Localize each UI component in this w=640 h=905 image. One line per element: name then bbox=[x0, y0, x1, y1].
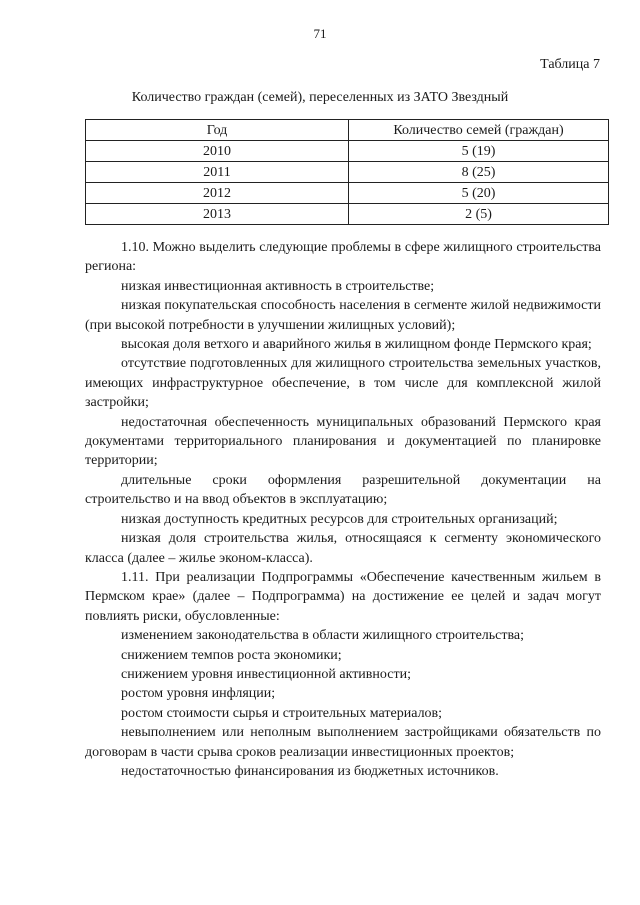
header-year: Год bbox=[86, 120, 349, 141]
list-item: низкая инвестиционная активность в строительстве; bbox=[121, 278, 435, 294]
table-row bbox=[86, 204, 609, 225]
list-item: ростом стоимости сырья и строительных материалов; bbox=[121, 705, 443, 721]
list-item: невыполнением или неполным выполнением застройщиками обязательств по договорам в части срыва сроков реализации инвестиционных проектов; bbox=[85, 725, 601, 760]
list-item: отсутствие подготовленных для жилищного строительства земельных участков, имеющих инфраструктурное обеспечение, в том числе для комплексной жилой застройки; bbox=[85, 356, 601, 411]
cell-year: 2010 bbox=[86, 141, 349, 162]
list-item: низкая доля строительства жилья, относящаяся к сегменту экономического класса (далее – жилье эконом-класса). bbox=[85, 531, 601, 566]
list-item: высокая доля ветхого и аварийного жилья в жилищном фонде Пермского края; bbox=[121, 337, 592, 353]
table-label: Таблица 7 bbox=[540, 57, 600, 72]
list-item: недостаточностью финансирования из бюджетных источников. bbox=[121, 763, 499, 779]
cell-families: 5 (20) bbox=[349, 183, 609, 204]
cell-families: 8 (25) bbox=[349, 162, 609, 183]
body-text bbox=[85, 238, 601, 781]
table-header-row bbox=[86, 120, 609, 141]
cell-year: 2012 bbox=[86, 183, 349, 204]
table-row bbox=[86, 183, 609, 204]
list-item: снижением уровня инвестиционной активности; bbox=[121, 666, 411, 682]
table-title: Количество граждан (семей), переселенных из ЗАТО Звездный bbox=[131, 90, 509, 105]
cell-families: 5 (19) bbox=[349, 141, 609, 162]
cell-year: 2013 bbox=[86, 204, 349, 225]
table-row bbox=[86, 162, 609, 183]
list-item: ростом уровня инфляции; bbox=[121, 686, 276, 702]
cell-year: 2011 bbox=[86, 162, 349, 183]
list-item: снижением темпов роста экономики; bbox=[121, 647, 342, 663]
list-item: низкая доступность кредитных ресурсов для строительных организаций; bbox=[121, 511, 558, 527]
list-item: изменением законодательства в области жилищного строительства; bbox=[121, 628, 525, 644]
list-item: недостаточная обеспеченность муниципальных образований Пермского края документами территориального планирования и документацией по планировке территории; bbox=[85, 414, 601, 469]
page-number: 71 bbox=[313, 26, 327, 41]
table-row bbox=[86, 141, 609, 162]
resettlement-table bbox=[85, 119, 609, 225]
header-families: Количество семей (граждан) bbox=[349, 120, 609, 141]
cell-families: 2 (5) bbox=[349, 204, 609, 225]
paragraph-1-10: 1.10. Можно выделить следующие проблемы в сфере жилищного строительства региона: bbox=[85, 240, 601, 275]
paragraph-1-11: 1.11. При реализации Подпрограммы «Обеспечение качественным жильем в Пермском крае» (далее – Подпрограмма) на достижение ее целей и задач могут повлиять риски, обусловленные: bbox=[85, 569, 601, 624]
list-item: длительные сроки оформления разрешительной документации на строительство и на ввод объектов в эксплуатацию; bbox=[85, 472, 601, 508]
list-item: низкая покупательская способность населения в сегменте жилой недвижимости (при высокой потребности в улучшении жилищных условий); bbox=[85, 298, 601, 333]
